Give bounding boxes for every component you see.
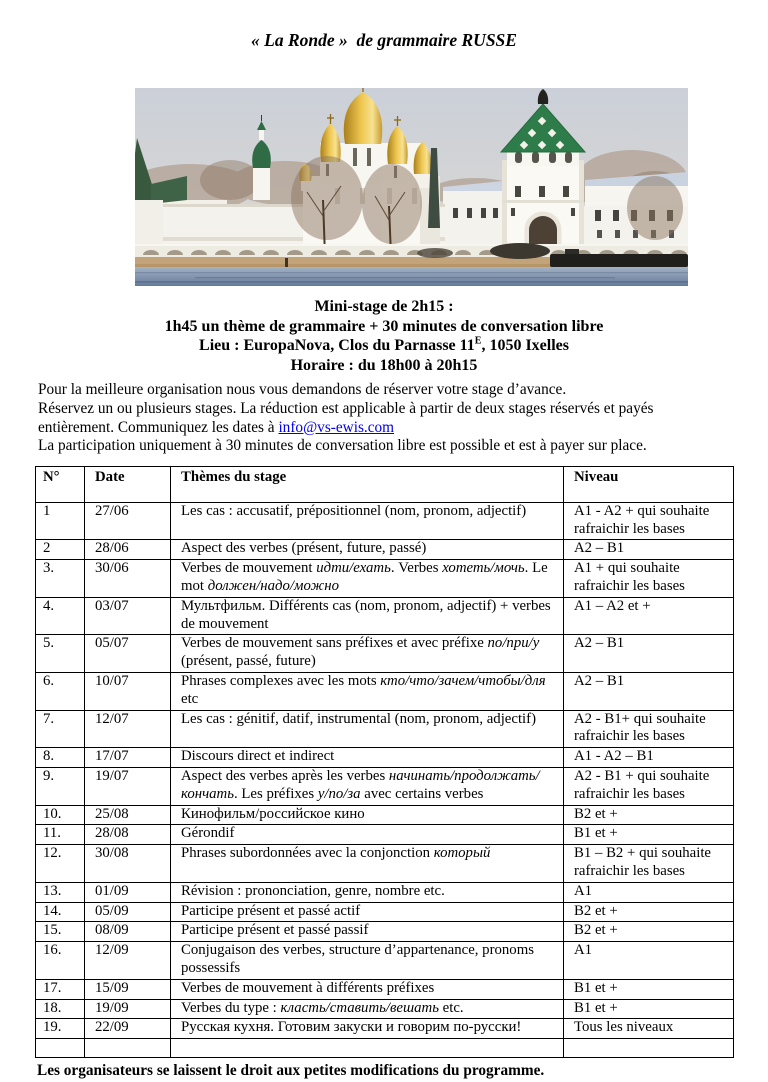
cell-num: 12. bbox=[36, 845, 85, 883]
cell-num: 19. bbox=[36, 1019, 85, 1039]
cell-date: 27/06 bbox=[85, 502, 171, 540]
cell-num: 17. bbox=[36, 979, 85, 999]
monastery-photo bbox=[135, 88, 688, 286]
column-header-num: N° bbox=[36, 467, 85, 503]
cell-theme: Les cas : génitif, datif, instrumental (nom, pronom, adjectif) bbox=[171, 710, 564, 748]
cell-num: 6. bbox=[36, 672, 85, 710]
cell-num bbox=[36, 1039, 85, 1058]
cell-num: 15. bbox=[36, 922, 85, 942]
cell-niveau: A1 bbox=[564, 942, 734, 980]
cell-date: 19/09 bbox=[85, 999, 171, 1019]
cell-niveau: B1 et + bbox=[564, 979, 734, 999]
cell-date: 15/09 bbox=[85, 979, 171, 999]
cell-date: 25/08 bbox=[85, 805, 171, 825]
info-line-location: Lieu : EuropaNova, Clos du Parnasse $11^E$, 1050 Ixelles bbox=[199, 335, 569, 354]
table-row bbox=[36, 845, 734, 883]
cell-num: 4. bbox=[36, 597, 85, 635]
cell-niveau: B2 et + bbox=[564, 922, 734, 942]
cell-niveau: A2 – B1 bbox=[564, 635, 734, 673]
cell-date bbox=[85, 1039, 171, 1058]
table-row bbox=[36, 635, 734, 673]
intro-line-4: La participation uniquement à 30 minutes de conversation libre est possible et est à payer sur place. bbox=[38, 437, 647, 455]
cell-niveau: B2 et + bbox=[564, 902, 734, 922]
cell-theme bbox=[171, 1039, 564, 1058]
cell-niveau: B2 et + bbox=[564, 805, 734, 825]
info-line-duration: Mini-stage de 2h15 : bbox=[314, 298, 454, 315]
table-row bbox=[36, 979, 734, 999]
table-row bbox=[36, 902, 734, 922]
cell-theme: Participe présent et passé passif bbox=[171, 922, 564, 942]
table-row bbox=[36, 560, 734, 598]
cell-date: 05/09 bbox=[85, 902, 171, 922]
cell-theme: Verbes de mouvement à différents préfixes bbox=[171, 979, 564, 999]
cell-date: 01/09 bbox=[85, 882, 171, 902]
cell-niveau: A2 – B1 bbox=[564, 672, 734, 710]
cell-niveau bbox=[564, 1039, 734, 1058]
cell-num: 9. bbox=[36, 767, 85, 805]
schedule-section bbox=[35, 466, 735, 1080]
cell-theme: Aspect des verbes (présent, future, passé) bbox=[171, 540, 564, 560]
cell-num: 2 bbox=[36, 540, 85, 560]
table-row bbox=[36, 597, 734, 635]
cell-niveau: A1 bbox=[564, 882, 734, 902]
cell-num: 3. bbox=[36, 560, 85, 598]
cell-num: 7. bbox=[36, 710, 85, 748]
footer-note: Les organisateurs se laissent le droit aux petites modifications du programme. bbox=[37, 1062, 545, 1080]
cell-date: 30/06 bbox=[85, 560, 171, 598]
table-row bbox=[36, 999, 734, 1019]
cell-niveau: B1 et + bbox=[564, 999, 734, 1019]
cell-niveau: A1 – A2 et + bbox=[564, 597, 734, 635]
cell-theme: Verbes du type : класть/ставить/вешать etc. bbox=[171, 999, 564, 1019]
cell-num: 10. bbox=[36, 805, 85, 825]
column-header-date: Date bbox=[85, 467, 171, 503]
cell-niveau: A2 - B1+ qui souhaite rafraichir les bases bbox=[564, 710, 734, 748]
cell-date: 30/08 bbox=[85, 845, 171, 883]
cell-date: 28/08 bbox=[85, 825, 171, 845]
stage-table-body bbox=[36, 502, 734, 1057]
cell-niveau: Tous les niveaux bbox=[564, 1019, 734, 1039]
cell-theme: Aspect des verbes après les verbes начинать/продолжать/кончать. Les préfixes у/по/за avec certains verbes bbox=[171, 767, 564, 805]
cell-niveau: B1 et + bbox=[564, 825, 734, 845]
info-line-format: 1h45 un thème de grammaire + 30 minutes de conversation libre bbox=[164, 317, 604, 335]
column-header-theme: Thèmes du stage bbox=[171, 467, 564, 503]
cell-theme: Révision : prononciation, genre, nombre etc. bbox=[171, 882, 564, 902]
table-row bbox=[36, 748, 734, 768]
cell-theme: Русская кухня. Готовим закуски и говорим по-русски! bbox=[171, 1019, 564, 1039]
table-row bbox=[36, 502, 734, 540]
email-link[interactable]: info@vs-ewis.com bbox=[278, 418, 395, 436]
cell-theme: Кинофильм/российское кино bbox=[171, 805, 564, 825]
cell-date: 22/09 bbox=[85, 1019, 171, 1039]
table-row bbox=[36, 672, 734, 710]
cell-theme: Les cas : accusatif, prépositionnel (nom, pronom, adjectif) bbox=[171, 502, 564, 540]
cell-num: 11. bbox=[36, 825, 85, 845]
cell-date: 17/07 bbox=[85, 748, 171, 768]
cell-niveau: B1 – B2 + qui souhaite rafraichir les bases bbox=[564, 845, 734, 883]
table-row bbox=[36, 1039, 734, 1058]
cell-theme: Phrases subordonnées avec la conjonction который bbox=[171, 845, 564, 883]
intro-paragraph bbox=[38, 381, 738, 456]
intro-line-1: Pour la meilleure organisation nous vous demandons de réserver votre stage d’avance. bbox=[38, 381, 567, 398]
cell-num: 8. bbox=[36, 748, 85, 768]
monastery-photo-graphic bbox=[135, 88, 688, 286]
info-line-hours: Horaire : du 18h00 à 20h15 bbox=[290, 356, 478, 374]
table-row bbox=[36, 767, 734, 805]
table-row bbox=[36, 805, 734, 825]
table-row bbox=[36, 942, 734, 980]
cell-theme: Verbes de mouvement идти/ехать. Verbes хотеть/мочь. Le mot должен/надо/можно bbox=[171, 560, 564, 598]
cell-num: 1 bbox=[36, 502, 85, 540]
intro-line-2: Réservez un ou plusieurs stages. La réduction est applicable à partir de deux stages réservés et payés bbox=[38, 399, 654, 417]
cell-date: 03/07 bbox=[85, 597, 171, 635]
table-row bbox=[36, 825, 734, 845]
table-row bbox=[36, 922, 734, 942]
cell-num: 5. bbox=[36, 635, 85, 673]
schedule-table bbox=[35, 466, 734, 1058]
table-row bbox=[36, 540, 734, 560]
cell-theme: Verbes de mouvement sans préfixes et avec préfixe по/при/у (présent, passé, future) bbox=[171, 635, 564, 673]
cell-theme: Participe présent et passé actif bbox=[171, 902, 564, 922]
info-block bbox=[0, 297, 768, 375]
cell-date: 12/09 bbox=[85, 942, 171, 980]
cell-theme: Gérondif bbox=[171, 825, 564, 845]
cell-theme: Conjugaison des verbes, structure d’appartenance, pronoms possessifs bbox=[171, 942, 564, 980]
cell-niveau: A2 - B1 + qui souhaite rafraichir les bases bbox=[564, 767, 734, 805]
cell-date: 28/06 bbox=[85, 540, 171, 560]
cell-date: 19/07 bbox=[85, 767, 171, 805]
cell-theme: Discours direct et indirect bbox=[171, 748, 564, 768]
cell-niveau: A1 + qui souhaite rafraichir les bases bbox=[564, 560, 734, 598]
cell-theme: Phrases complexes avec les mots кто/что/зачем/чтобы/для etc bbox=[171, 672, 564, 710]
cell-theme: Мультфильм. Différents cas (nom, pronom, adjectif) + verbes de mouvement bbox=[171, 597, 564, 635]
cell-num: 13. bbox=[36, 882, 85, 902]
table-header-row bbox=[36, 467, 734, 503]
table-row bbox=[36, 882, 734, 902]
address-superscript: E bbox=[474, 335, 482, 347]
cell-num: 14. bbox=[36, 902, 85, 922]
table-row bbox=[36, 1019, 734, 1039]
column-header-niveau: Niveau bbox=[564, 467, 734, 503]
cell-date: 12/07 bbox=[85, 710, 171, 748]
cell-niveau: A1 - A2 – B1 bbox=[564, 748, 734, 768]
intro-line-3: entièrement. Communiquez les dates à info@vs-ewis.com bbox=[38, 418, 395, 436]
page-title: « La Ronde » de grammaire RUSSE bbox=[251, 30, 517, 50]
cell-date: 08/09 bbox=[85, 922, 171, 942]
cell-num: 16. bbox=[36, 942, 85, 980]
cell-num: 18. bbox=[36, 999, 85, 1019]
cell-date: 10/07 bbox=[85, 672, 171, 710]
cell-date: 05/07 bbox=[85, 635, 171, 673]
cell-niveau: A2 – B1 bbox=[564, 540, 734, 560]
table-row bbox=[36, 710, 734, 748]
cell-niveau: A1 - A2 + qui souhaite rafraichir les bases bbox=[564, 502, 734, 540]
